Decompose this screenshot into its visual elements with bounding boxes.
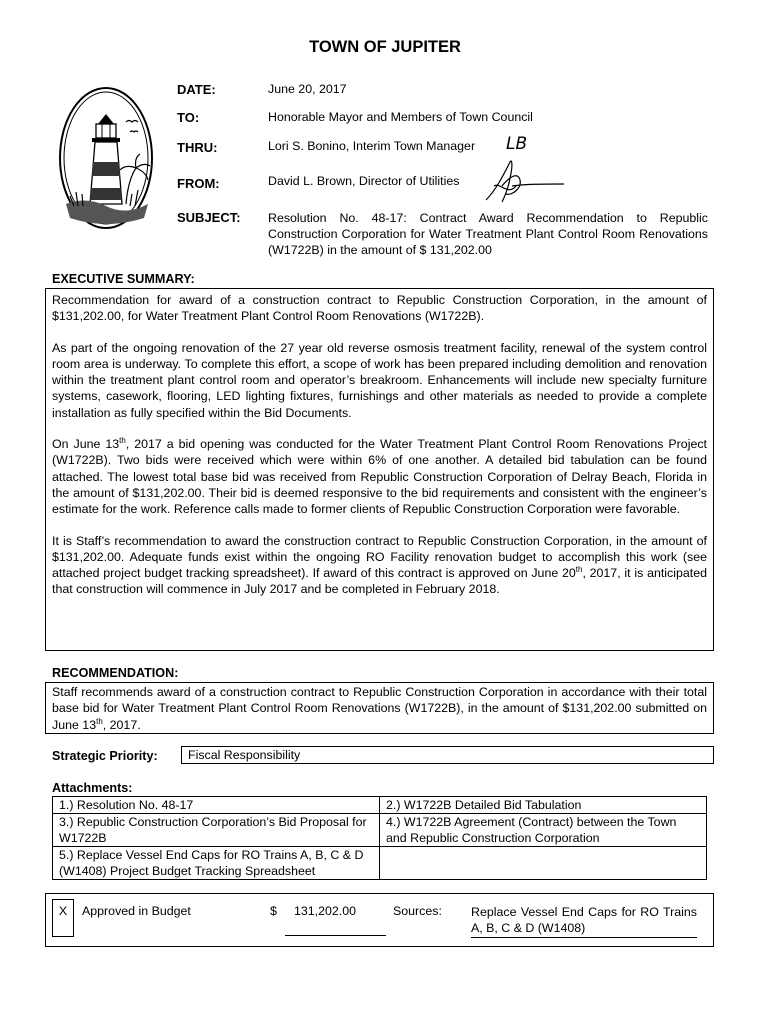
to-value: Honorable Mayor and Members of Town Council — [268, 110, 533, 124]
town-seal-lighthouse-icon — [56, 84, 156, 232]
summary-paragraph-4: It is Staff’s recommendation to award the construction contract to Republic Construction Corporation, in the amount of $131,202.00. Adequate funds exist within the ongoing RO Facility renovation budget to accomplish this work (see attached project budget tracking spreadsheet). If award of this contract is approved on June 20th, 2017, it is anticipated that construction will commence in July 2017 and be completed in February 2018. — [52, 533, 707, 597]
amount-underline — [285, 935, 386, 936]
recommendation-box — [45, 682, 714, 734]
date-label: DATE: — [177, 82, 216, 97]
budget-amount: 131,202.00 — [294, 904, 357, 918]
subject-label: SUBJECT: — [177, 210, 241, 225]
summary-paragraph-1: Recommendation for award of a construction contract to Republic Construction Corporation, in the amount of $131,202.00, for Water Treatment Plant Control Room Renovations (W1722B). — [52, 293, 707, 324]
thru-initials-signature: LB — [506, 134, 528, 154]
summary-paragraph-2: As part of the ongoing renovation of the 27 year old reverse osmosis treatment facility, renewal of the system control room area is underway. To complete this effort, a scope of work has been prepared including demolition and renovation within the treatment plant control room and operator’s breakroom. Enhancements will include new specialty furniture systems, casework, flooring, LED lighting fixtures, furnishings and other materials as needed to provide a complete installation as fully specified within the Bid Documents. — [52, 340, 707, 420]
subject-value: Resolution No. 48-17: Contract Award Recommendation to Republic Construction Corporation for Water Treatment Plant Control Room Renovations (W1722B) in the amount of $ 131,202.00 — [268, 211, 708, 257]
attachment-item: 3.) Republic Construction Corporation’s Bid Proposal for W1722B — [53, 814, 380, 847]
attachment-item: 5.) Replace Vessel End Caps for RO Trains A, B, C & D (W1408) Project Budget Tracking Spreadsheet — [53, 847, 380, 880]
table-row — [53, 797, 707, 814]
sources-label: Sources: — [393, 904, 442, 918]
attachments-table — [52, 796, 707, 880]
currency-symbol: $ — [270, 904, 277, 918]
thru-label: THRU: — [177, 140, 218, 155]
executive-summary-box — [45, 288, 714, 651]
recommendation-heading: RECOMMENDATION: — [52, 666, 179, 680]
summary-paragraph-3: On June 13th, 2017 a bid opening was conducted for the Water Treatment Plant Control Room Renovations Project (W1722B). Two bids were received which were within 6% of one another. A detailed bid tabulation can be found attached. The lowest total base bid was received from Republic Construction Corporation of Delray Beach, Florida in the amount of $131,202.00. Their bid is deemed responsive to the bid requirements and consistent with the engineer’s estimate for the work. Reference calls made to former clients of Republic Construction Corporation were favorable. — [52, 435, 707, 517]
table-row — [53, 847, 707, 880]
executive-summary-heading: EXECUTIVE SUMMARY: — [52, 272, 195, 286]
table-row — [53, 814, 707, 847]
strategic-priority-value: Fiscal Responsibility — [188, 748, 301, 762]
attachment-item: 2.) W1722B Detailed Bid Tabulation — [380, 797, 707, 814]
to-label: TO: — [177, 110, 200, 125]
recommendation-text: Staff recommends award of a construction contract to Republic Construction Corporation in accordance with their total base bid for Water Treatment Plant Control Room Renovations (W1722B), in the amount of $131,202.00 submitted on June 13th, 2017. — [52, 685, 707, 732]
sources-value: Replace Vessel End Caps for RO Trains A, B, C & D (W1408) — [471, 904, 697, 938]
strategic-priority-label: Strategic Priority: — [52, 749, 158, 763]
date-value: June 20, 2017 — [268, 82, 347, 96]
attachment-item: 4.) W1722B Agreement (Contract) between the Town and Republic Construction Corporation — [380, 814, 707, 847]
document-title: TOWN OF JUPITER — [309, 38, 461, 56]
approved-in-budget-label: Approved in Budget — [82, 904, 191, 918]
from-label: FROM: — [177, 176, 220, 191]
attachment-item: 1.) Resolution No. 48-17 — [53, 797, 380, 814]
strategic-priority-box — [181, 746, 714, 764]
checkbox-mark: X — [58, 904, 68, 918]
from-value: David L. Brown, Director of Utilities — [268, 174, 460, 188]
thru-value: Lori S. Bonino, Interim Town Manager — [268, 139, 476, 153]
attachment-item — [380, 847, 707, 880]
approved-in-budget-checkbox[interactable] — [52, 899, 74, 937]
attachments-heading: Attachments: — [52, 781, 133, 795]
director-signature-icon — [482, 156, 566, 206]
